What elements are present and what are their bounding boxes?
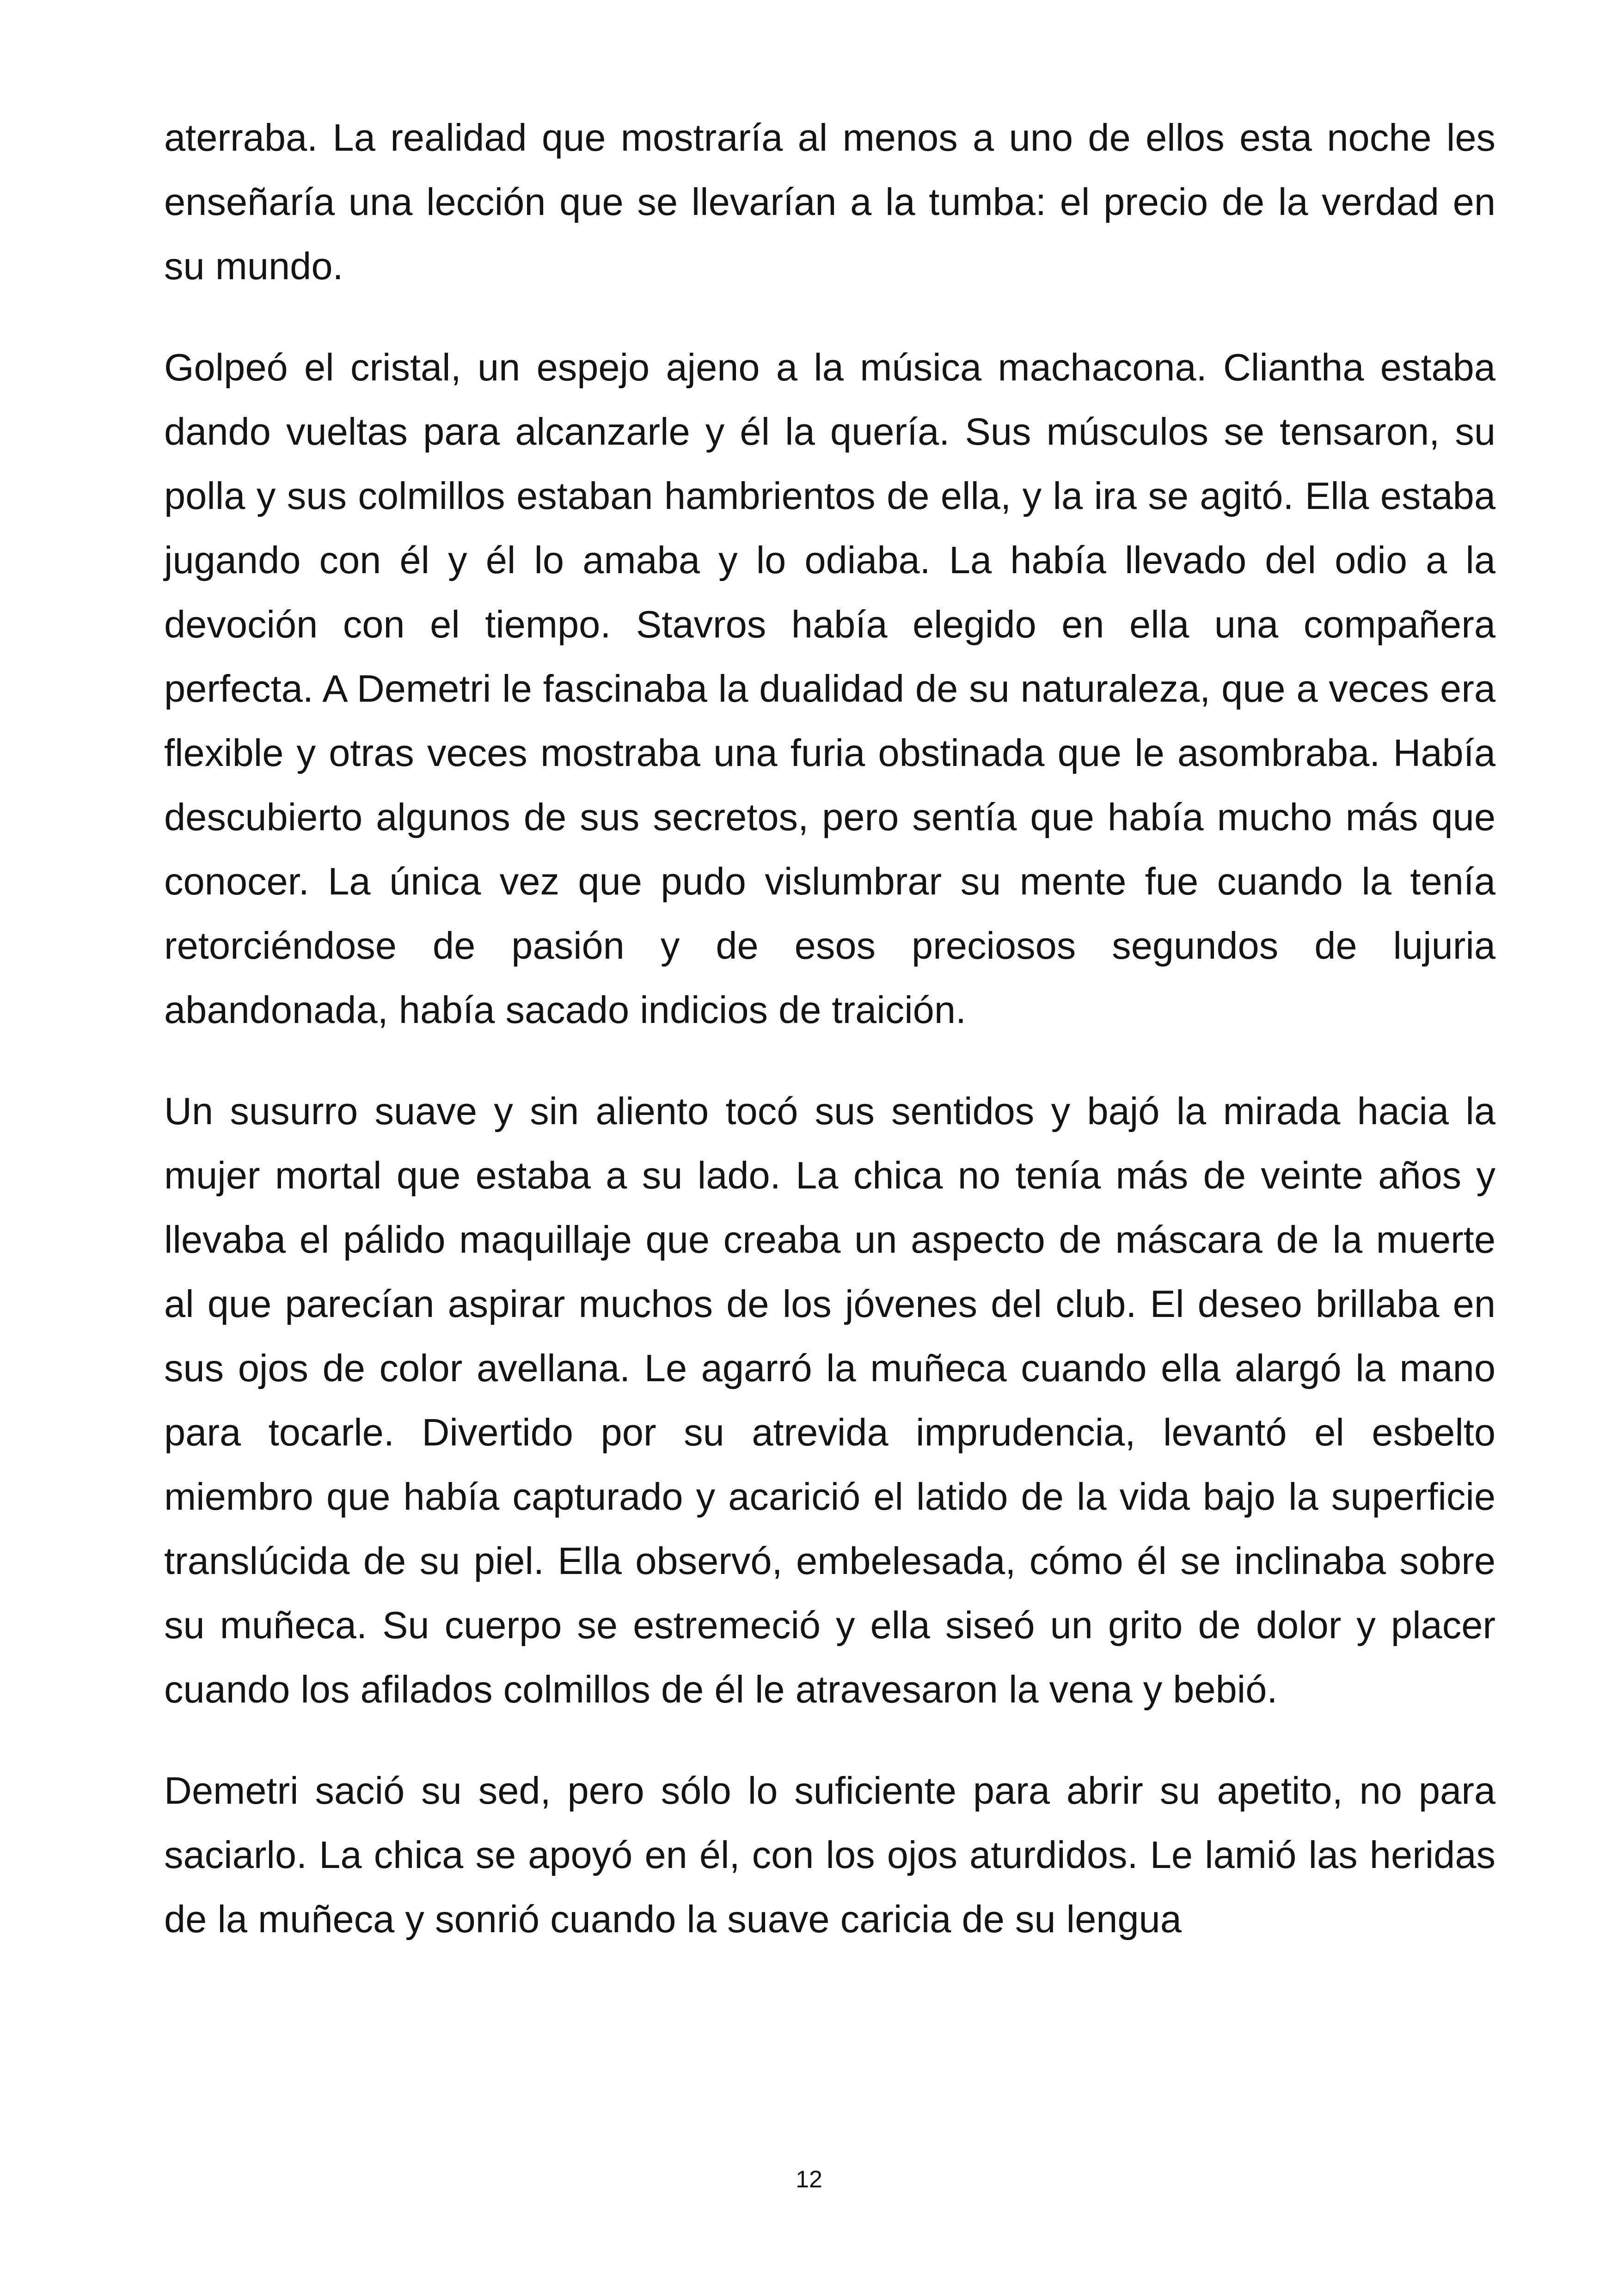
paragraph-3: Un susurro suave y sin aliento tocó sus sentidos y bajó la mirada hacia la mujer mortal que estaba a su lado. La chica no tenía más de veinte años y llevaba el pálido maquillaje que creaba un aspecto de máscara de la muerte al que parecían aspirar muchos de los jóvenes del club. El deseo brillaba en sus ojos de color avellana. Le agarró la muñeca cuando ella alargó la mano para tocarle. Divertido por su atrevida imprudencia, levantó el esbelto miembro que había capturado y acarició el latido de la vida bajo la superficie translúcida de su piel. Ella observó, embelesada, cómo él se inclinaba sobre su muñeca. Su cuerpo se estremeció y ella siseó un grito de dolor y placer cuando los afilados colmillos de él le atravesaron la vena y bebió.	[164, 1090, 1495, 1711]
body-text	[164, 105, 1495, 1988]
page-number: 12	[796, 2166, 822, 2193]
paragraph-2: Golpeó el cristal, un espejo ajeno a la música machacona. Cliantha estaba dando vueltas para alcanzarle y él la quería. Sus músculos se tensaron, su polla y sus colmillos estaban hambrientos de ella, y la ira se agitó. Ella estaba jugando con él y él lo amaba y lo odiaba. La había llevado del odio a la devoción con el tiempo. Stavros había elegido en ella una compañera perfecta. A Demetri le fascinaba la dualidad de su naturaleza, que a veces era flexible y otras veces mostraba una furia obstinada que le asombraba. Había descubierto algunos de sus secretos, pero sentía que había mucho más que conocer. La única vez que pudo vislumbrar su mente fue cuando la tenía retorciéndose de pasión y de esos preciosos segundos de lujuria abandonada, había sacado indicios de traición.	[164, 346, 1495, 1031]
paragraph-4: Demetri sació su sed, pero sólo lo suficiente para abrir su apetito, no para saciarlo. La chica se apoyó en él, con los ojos aturdidos. Le lamió las heridas de la muñeca y sonrió cuando la suave caricia de su lengua	[164, 1769, 1495, 1941]
paragraph-1: aterraba. La realidad que mostraría al menos a uno de ellos esta noche les enseñaría una lección que se llevarían a la tumba: el precio de la verdad en su mundo.	[164, 116, 1495, 288]
